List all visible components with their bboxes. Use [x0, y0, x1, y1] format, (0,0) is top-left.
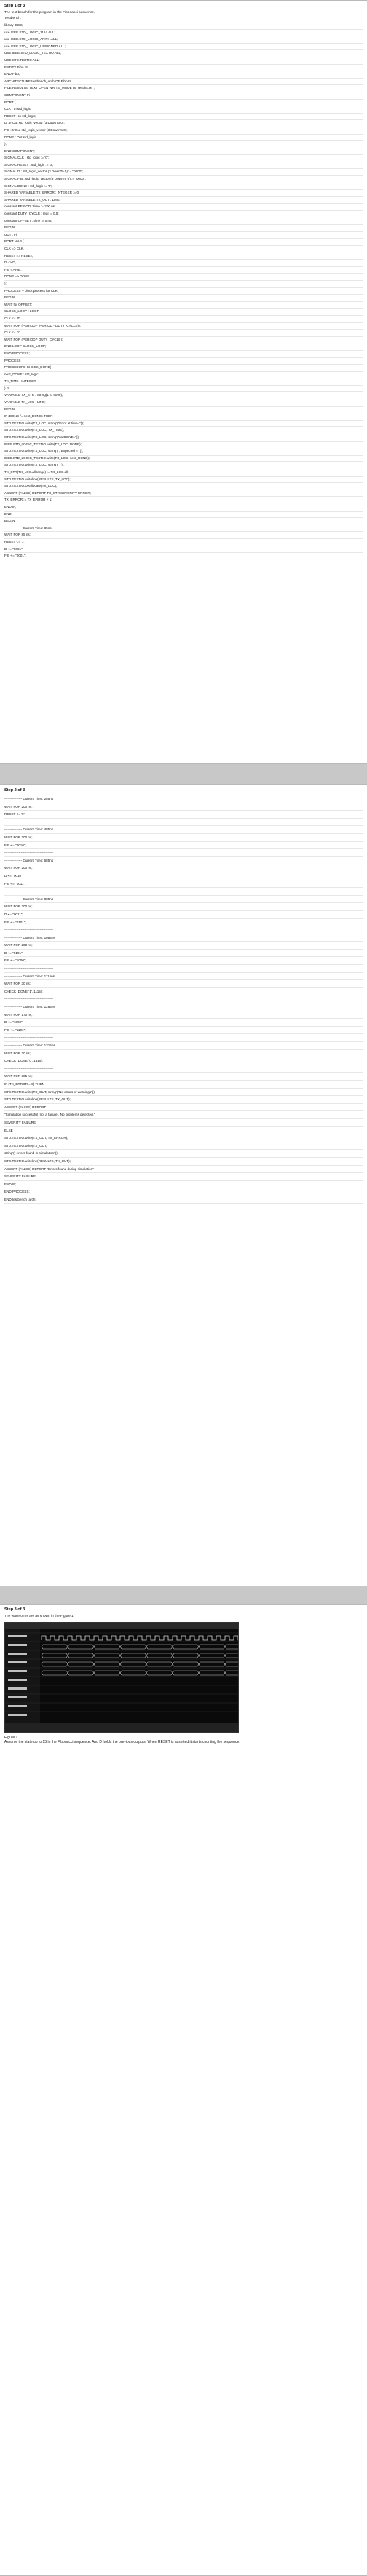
waveform-bus-segment: [225, 1671, 238, 1675]
waveform-signal-label: [8, 1696, 27, 1698]
code-line: STD.TEXTIO.write(TX_OUT, TX_ERROR);: [4, 1134, 363, 1142]
code-line: FIB => FIB,: [4, 267, 363, 274]
waveform-bus-segment: [199, 1645, 225, 1649]
waveform-clock-trace: [42, 1636, 238, 1640]
code-line: CHECK_DONE('0', 1315);: [4, 1057, 363, 1065]
code-line: IEEE.STD_LOGIC_TEXTIO.write(TX_LOC, DONE);: [4, 442, 363, 449]
code-line: D <= "0010";: [4, 872, 363, 880]
step-2-title: Step 2 of 3: [4, 788, 25, 792]
code-line: STD.TEXTIO.write(TX_OUT,: [4, 1142, 363, 1150]
code-line: VARIABLE TX_LOC : LINE;: [4, 399, 363, 407]
code-line: END Fibo;: [4, 71, 363, 79]
code-line: BEGIN: [4, 295, 363, 302]
waveform-signal-label: [8, 1705, 27, 1707]
code-line: WAIT FOR 30 ns;: [4, 1050, 363, 1058]
waveform-bus-segment: [173, 1645, 199, 1649]
code-line: END PROCESS;: [4, 1188, 363, 1196]
code-line: TX_STR(TX_LOC.all'range) := TX_LOC.all;: [4, 469, 363, 477]
waveform-figure: [4, 1622, 239, 1733]
waveform-bus-segment: [199, 1671, 225, 1675]
waveform-bus-segment: [199, 1653, 225, 1658]
waveform-bus-segment: [42, 1645, 68, 1649]
code-line: use IEEE.STD_LOGIC_1164.ALL;: [4, 30, 363, 37]
code-line: PROCESS -- clock process for CLK: [4, 288, 363, 295]
code-line: D <= "0101";: [4, 950, 363, 958]
waveform-bus-segment: [94, 1653, 120, 1658]
code-line: WAIT FOR (PERIOD - (PERIOD * DUTY_CYCLE));: [4, 323, 363, 330]
code-line: constant DUTY_CYCLE : real := 0.5;: [4, 211, 363, 218]
waveform-bus-segment: [120, 1662, 146, 1666]
code-line: -- ------------- Current Time: 1315ns: [4, 1042, 363, 1050]
code-line: -- -----------------------------------------: [4, 849, 363, 857]
waveform-bus-segment: [173, 1662, 199, 1666]
code-line: PORT MAP (: [4, 239, 363, 246]
code-line: string'(" errors found in simulation"));: [4, 1150, 363, 1158]
code-line: -- -----------------------------------------: [4, 1065, 363, 1073]
code-line: IEEE.STD_LOGIC_TEXTIO.write(TX_LOC, next_DONE);: [4, 456, 363, 463]
code-line: CHECK_DONE('1', 1115);: [4, 988, 363, 996]
waveform-bus-segment: [94, 1662, 120, 1666]
code-line: -- ------------- Current Time: 685ns: [4, 857, 363, 865]
code-line: DONE : Out std_logic: [4, 135, 363, 142]
code-line: ELSE: [4, 1127, 363, 1135]
code-line: WAIT FOR 200 ns;: [4, 864, 363, 872]
code-line: library IEEE;: [4, 23, 363, 30]
code-line: VARIABLE TX_STR : String(1 to 4096);: [4, 392, 363, 399]
waveform-status-bar: [5, 1723, 238, 1732]
waveform-signal-label: [8, 1644, 27, 1646]
waveform-signal-label: [8, 1687, 27, 1690]
code-line: FIB <= "1101";: [4, 1027, 363, 1035]
code-line: STD.TEXTIO.write(TX_LOC, string'("ns DONE="));: [4, 434, 363, 442]
code-line: END testbench_arch;: [4, 1196, 363, 1204]
code-line: PORT (: [4, 100, 363, 107]
code-line: WAIT FOR 85 ns;: [4, 532, 363, 539]
code-line: FIB <= "1000";: [4, 957, 363, 965]
code-line: -- ------------- Current Time: 85ns: [4, 525, 363, 533]
code-line: SIGNAL DONE : std_logic := '0';: [4, 183, 363, 191]
waveform-signal-label: [8, 1635, 27, 1637]
code-line: ENTITY Fibo IS: [4, 65, 363, 72]
code-line: SIGNAL RESET : std_logic := '0';: [4, 162, 363, 170]
code-line: ASSERT (FALSE) REPORT "Errors found during simulation": [4, 1166, 363, 1174]
code-line: TX_ERROR := TX_ERROR + 1;: [4, 497, 363, 504]
step-card-2: [0, 784, 367, 1586]
code-line: WAIT FOR 200 ns;: [4, 903, 363, 911]
code-line: RESET <= '0';: [4, 811, 363, 819]
code-line: CLK <= '1';: [4, 330, 363, 337]
step-1-subtitle: The test bench for the program in the Fibonacci sequence.: [4, 11, 95, 15]
code-line: STD.TEXTIO.writeline(RESULTS, TX_OUT);: [4, 1158, 363, 1166]
code-line: WAIT FOR 385 ns;: [4, 1073, 363, 1081]
step-1-label: Testbench:: [4, 17, 22, 20]
code-line: SHARED VARIABLE TX_ERROR : INTEGER := 0;: [4, 190, 363, 197]
code-line: STD.TEXTIO.Deallocate(TX_LOC);: [4, 483, 363, 490]
code-line: PROCESS: [4, 358, 363, 365]
waveform-bus-segment: [42, 1671, 68, 1675]
waveform-bus-segment: [120, 1671, 146, 1675]
waveform-bus-segment: [146, 1653, 173, 1658]
code-line: IF (DONE /= next_DONE) THEN: [4, 413, 363, 421]
waveform-bus-segment: [42, 1662, 68, 1666]
code-line: CLK <= '0';: [4, 316, 363, 323]
waveform-bus-segment: [225, 1653, 238, 1658]
code-line: SIGNAL FIB : std_logic_vector (3 DownTo 0) := "0000";: [4, 176, 363, 183]
waveform-signal-label: [8, 1661, 27, 1663]
code-line: END IF;: [4, 1181, 363, 1189]
step-1-title: Step 1 of 3: [4, 4, 25, 8]
waveform-bus-segment: [68, 1645, 94, 1649]
code-line: BEGIN: [4, 518, 363, 525]
waveform-bus-segment: [68, 1662, 94, 1666]
code-line: );: [4, 141, 363, 148]
code-line: USE STD.TEXTIO.ALL;: [4, 57, 363, 65]
code-line: WAIT FOR 200 ns;: [4, 803, 363, 811]
code-line: END COMPONENT;: [4, 148, 363, 156]
waveform-signal-label: [8, 1679, 27, 1681]
code-line: RESET => RESET,: [4, 253, 363, 261]
code-line: ARCHITECTURE testbench_arch OF Fibo IS: [4, 79, 363, 86]
code-line: -- ------------- Current Time: 285ns: [4, 795, 363, 803]
waveform-bus-segment: [225, 1662, 238, 1666]
waveform-signal-label: [8, 1653, 27, 1655]
waveform-bus-segment: [94, 1645, 120, 1649]
code-line: -- -----------------------------------------: [4, 995, 363, 1003]
code-line: WAIT for OFFSET;: [4, 302, 363, 309]
waveform-bus-segment: [225, 1645, 238, 1649]
code-line: -- -----------------------------------------: [4, 926, 363, 934]
code-line: WAIT FOR 200 ns;: [4, 834, 363, 842]
waveform-signal-label: [8, 1714, 27, 1716]
code-line: ASSERT (FALSE) REPORT TX_STR SEVERITY ERROR;: [4, 490, 363, 498]
code-line: STD.TEXTIO.writeline(RESULTS, TX_OUT);: [4, 1096, 363, 1104]
figure-caption: Figure 1: [4, 1736, 18, 1740]
code-line: COMPONENT Fi: [4, 92, 363, 100]
waveform-signal-names: [5, 1629, 40, 1723]
code-line: WAIT FOR 170 ns;: [4, 1011, 363, 1019]
code-line: D <= "0011";: [4, 911, 363, 919]
code-line: FIB <= "0101";: [4, 919, 363, 927]
code-line: constant PERIOD : time := 200 ns;: [4, 204, 363, 211]
code-line: -- -----------------------------------------: [4, 819, 363, 827]
code-line: ) IS: [4, 386, 363, 393]
waveform-image: [5, 1623, 238, 1732]
waveform-bus-segment: [173, 1671, 199, 1675]
code-line: BEGIN: [4, 225, 363, 232]
code-line: );: [4, 281, 363, 288]
code-line: -- -----------------------------------------: [4, 1034, 363, 1042]
waveform-bus-segment: [68, 1653, 94, 1658]
code-line: D : InOut std_logic_vector (3 DownTo 0);: [4, 120, 363, 127]
code-line: UUT : Fi: [4, 232, 363, 239]
code-line: use IEEE.STD_LOGIC_ARITH.ALL;: [4, 36, 363, 44]
waveform-bus-segment: [120, 1653, 146, 1658]
code-line: FILE RESULTS: TEXT OPEN WRITE_MODE IS "results.txt";: [4, 85, 363, 92]
waveform-bus-segment: [94, 1671, 120, 1675]
code-line: FIB <= "0011";: [4, 880, 363, 889]
step-card-1: [0, 0, 367, 764]
waveform-bus-segment: [42, 1653, 68, 1658]
code-line: RESET : In std_logic;: [4, 114, 363, 121]
code-line: CLK => CLK,: [4, 246, 363, 253]
waveform-toolbar: [5, 1623, 238, 1629]
code-line: WAIT FOR (PERIOD * DUTY_CYCLE);: [4, 337, 363, 344]
waveform-bus-segment: [146, 1645, 173, 1649]
code-line: CLK : In std_logic;: [4, 106, 363, 114]
code-line: SEVERITY FAILURE;: [4, 1119, 363, 1127]
code-line: -- ------------- Current Time: 485ns: [4, 826, 363, 834]
step-1-code: [4, 23, 363, 560]
step-3-title: Step 3 of 3: [4, 1607, 25, 1612]
code-line: WAIT FOR 30 ns;: [4, 980, 363, 988]
code-line: CLOCK_LOOP : LOOP: [4, 309, 363, 316]
code-line: FIB <= "0010";: [4, 842, 363, 850]
waveform-signal-label: [8, 1670, 27, 1672]
code-line: STD.TEXTIO.write(TX_LOC, string'(" "));: [4, 462, 363, 469]
code-line: D <= "1000";: [4, 1019, 363, 1027]
waveform-bus-segment: [199, 1662, 225, 1666]
waveform-bus-segment: [120, 1645, 146, 1649]
code-line: next_DONE : std_logic;: [4, 372, 363, 379]
code-line: "Simulation successful (not a failure). No problems detected.": [4, 1111, 363, 1119]
code-line: -- -----------------------------------------: [4, 888, 363, 896]
code-line: FIB : InOut std_logic_vector (3 DownTo 0);: [4, 127, 363, 135]
code-line: TX_TIME : INTEGER: [4, 378, 363, 386]
code-line: ASSERT (FALSE) REPORT: [4, 1104, 363, 1112]
code-line: BEGIN: [4, 407, 363, 414]
code-line: D <= "0001";: [4, 546, 363, 554]
code-line: STD.TEXTIO.write(TX_OUT, string'("No errors or warnings"));: [4, 1089, 363, 1097]
code-line: STD.TEXTIO.write(TX_LOC, string'(", Expected = "));: [4, 448, 363, 456]
code-line: END IF;: [4, 504, 363, 512]
waveform-bus-segment: [173, 1653, 199, 1658]
code-line: END LOOP CLOCK_LOOP;: [4, 343, 363, 351]
code-line: -- ------------- Current Time: 885ns: [4, 896, 363, 904]
figure-description: Assume the state up to 13 in the Fibonacci sequence. And D holds the previous outputs. When RESET is asserted it starts counting the sequence.: [4, 1740, 240, 1744]
code-line: -- ------------- Current Time: 1085ns: [4, 934, 363, 942]
code-line: SIGNAL CLK : std_logic := '0';: [4, 155, 363, 162]
code-line: -- ------------- Current Time: 1285ns: [4, 1003, 363, 1011]
code-line: STD.TEXTIO.write(TX_LOC, TX_TIME);: [4, 427, 363, 434]
code-line: -- ------------- Current Time: 1115ns: [4, 973, 363, 981]
code-line: FIB <= "0001";: [4, 553, 363, 560]
code-line: IF (TX_ERROR = 0) THEN: [4, 1081, 363, 1089]
waveform-bus-segment: [68, 1671, 94, 1675]
code-line: PROCEDURE CHECK_DONE(: [4, 365, 363, 372]
code-line: RESET <= '1';: [4, 539, 363, 546]
code-line: SEVERITY FAILURE;: [4, 1173, 363, 1181]
step-card-3: [0, 1604, 367, 2576]
step-2-code: [4, 795, 363, 1204]
code-line: SIGNAL D : std_logic_vector (3 DownTo 0) := "0000";: [4, 169, 363, 176]
code-line: STD.TEXTIO.writeline(RESULTS, TX_LOC);: [4, 477, 363, 484]
code-line: USE IEEE.STD_LOGIC_TEXTIO.ALL;: [4, 50, 363, 57]
code-line: END PROCESS;: [4, 351, 363, 358]
code-line: WAIT FOR 200 ns;: [4, 942, 363, 950]
code-line: SHARED VARIABLE TX_OUT : LINE;: [4, 197, 363, 204]
code-line: STD.TEXTIO.write(TX_LOC, string'("Error at time="));: [4, 421, 363, 428]
code-line: D => D,: [4, 260, 363, 267]
code-line: END;: [4, 512, 363, 519]
code-line: DONE => DONE: [4, 274, 363, 281]
code-line: -- -----------------------------------------: [4, 965, 363, 973]
code-line: constant OFFSET : time := 0 ns;: [4, 218, 363, 226]
waveform-bus-segment: [146, 1662, 173, 1666]
waveform-bus-segment: [146, 1671, 173, 1675]
step-3-subtitle: The waveforms are as shown in the Figure 1: [4, 1615, 74, 1618]
code-line: use IEEE.STD_LOGIC_UNSIGNED.ALL;: [4, 44, 363, 51]
